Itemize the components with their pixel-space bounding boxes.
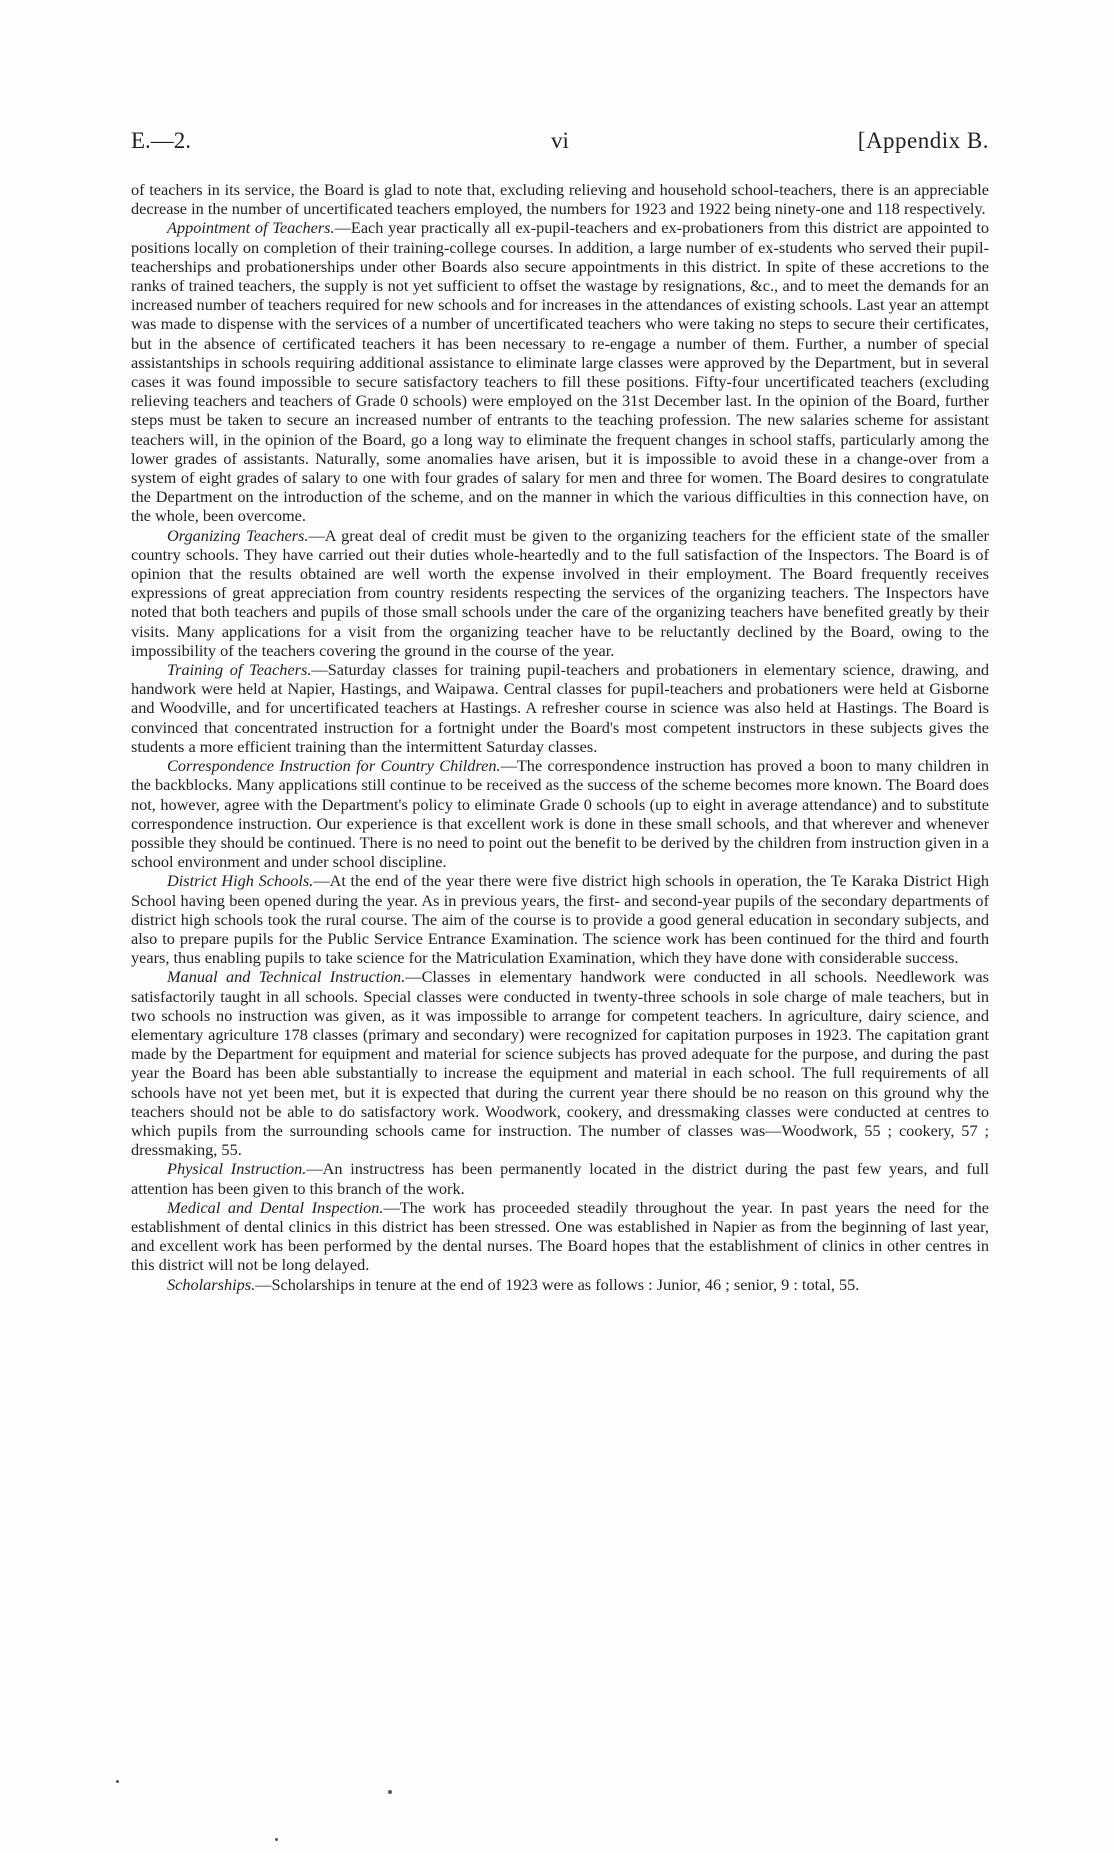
paragraph-heading: Training of Teachers. (167, 660, 312, 680)
paragraph-heading: Organizing Teachers. (167, 525, 309, 545)
scan-speck (275, 1838, 278, 1841)
paragraph-heading: District High Schools. (167, 871, 314, 891)
paragraph-text: —The correspondence instruction has proved a boon to many children in the backblocks. Many applications still continue to be received as the success of the scheme becomes more known. The Board does not, however, agree with the Department's policy to eliminate Grade 0 schools (up to eight in average attendance) and to substitute correspondence instruction. Our experience is that excellent work is done in these small schools, and that wherever and whenever possible they should be continued. There is no need to point out the benefit to be derived by the children from instruction given in a school environment and under school discipline. (131, 756, 989, 872)
paragraph-manual-technical-instruction (131, 967, 989, 1159)
paragraph-text: —A great deal of credit must be given to the organizing teachers for the efficient state of the smaller country schools. They have carried out their duties whole-heartedly and to the full satisfaction of the Inspectors. The Board is of opinion that the results obtained are well worth the expense involved in their employment. The Board frequently receives expressions of great appreciation from country residents respecting the services of the organizing teachers. The Inspectors have noted that both teachers and pupils of those small schools under the care of the organizing teachers have benefited greatly by their visits. Many applications for a visit from the organizing teacher have to be reluctantly declined by the Board, owing to the impossibility of the teachers covering the ground in the course of the year. (131, 525, 989, 660)
paragraph-text: —The work has proceeded steadily throughout the year. In past years the need for the establishment of dental clinics in this district has been stressed. One was established in Napier as from the beginning of last year, and excellent work has been performed by the dental nurses. The Board hopes that the establishment of clinics in other centres in this district will not be long delayed. (131, 1197, 989, 1275)
paragraph-correspondence-instruction (131, 756, 989, 871)
paragraph-text: —At the end of the year there were five district high schools in operation, the Te Karaka District High School having been opened during the year. As in previous years, the first- and second-year pupils of the secondary departments of district high schools took the rural course. The aim of the course is to provide a good general education in secondary subjects, and also to prepare pupils for the Public Service Entrance Examination. The science work has been continued for the third and fourth years, thus enabling pupils to take science for the Matriculation Examination, which they have done with considerable success. (131, 871, 989, 968)
scan-speck (116, 1780, 119, 1783)
paragraph-district-high-schools (131, 871, 989, 967)
body-text (131, 180, 989, 1294)
paragraph-text: —Saturday classes for training pupil-teachers and probationers in elementary science, drawing, and handwork were held at Napier, Hastings, and Waipawa. Central classes for pupil-teachers and probationers were held at Gisborne and Woodville, and for uncertificated teachers at Hastings. A refresher course in science was also held at Hastings. The Board is convinced that concentrated instruction for a fortnight under the Board's most competent instructors in these subjects gives the students a more efficient training than the intermittent Saturday classes. (131, 660, 990, 756)
page-number: vi (551, 128, 569, 153)
paragraph-text: of teachers in its service, the Board is glad to note that, excluding relieving and household school-teachers, there is an appreciable decrease in the number of uncertificated teachers employed, the numbers for 1923 and 1922 being ninety-one and 118 respectively. (131, 180, 989, 219)
paragraph-heading: Correspondence Instruction for Country Children. (167, 756, 501, 776)
paragraph-training-of-teachers (131, 660, 989, 756)
paragraph-scholarships (131, 1275, 989, 1294)
paragraph-heading: Medical and Dental Inspection. (167, 1197, 384, 1217)
paragraph-heading: Scholarships. (167, 1274, 256, 1294)
paragraph-continuation (131, 180, 989, 218)
paragraph-text: —An instructress has been permanently located in the district during the past few years, and full attention has been given to this branch of the work. (131, 1159, 990, 1198)
paragraph-heading: Appointment of Teachers. (167, 218, 335, 238)
paragraph-text: —Each year practically all ex-pupil-teachers and ex-probationers from this district are appointed to positions locally on completion of their training-college courses. In addition, a large number of ex-students who served their pupil-teacherships and probationerships under other Boards also secure appointments in this district. In spite of these accretions to the ranks of trained teachers, the supply is not yet sufficient to offset the wastage by resignations, &c., and to meet the demands for an increased number of teachers required for new schools and for increases in the attendances of existing schools. Last year an attempt was made to dispense with the services of a number of uncertificated teachers who were taking no steps to secure their certificates, but in the absence of certificated teachers it has been necessary to re-engage a number of them. Further, a number of special assistantships in schools requiring additional assistance to eliminate large classes were approved by the Department, but in several cases it was found impossible to secure satisfactory teachers to fill these positions. Fifty-four uncertificated teachers (excluding relieving teachers and teachers of Grade 0 schools) were employed on the 31st December last. In the opinion of the Board, further steps must be taken to secure an increased number of entrants to the teaching profession. The new salaries scheme for assistant teachers will, in the opinion of the Board, go a long way to eliminate the frequent changes in school staffs, particularly among the lower grades of assistants. Naturally, some anomalies have arisen, but it is impossible to avoid these in a change-over from a system of eight grades of salary to one with four grades of salary for men and three for women. The Board desires to congratulate the Department on the introduction of the scheme, and on the manner in which the various difficulties in this connection have, on the whole, been overcome. (131, 218, 989, 526)
paragraph-organizing-teachers (131, 526, 989, 660)
paragraph-text: —Scholarships in tenure at the end of 1923 were as follows : Junior, 46 ; senior, 9 : total, 55. (255, 1274, 860, 1294)
paragraph-physical-instruction (131, 1159, 989, 1197)
page-header (131, 122, 989, 162)
paragraph-medical-dental-inspection (131, 1198, 989, 1275)
paragraph-heading: Physical Instruction. (167, 1159, 307, 1179)
paragraph-appointment-of-teachers (131, 218, 989, 525)
scan-speck (388, 1790, 392, 1794)
header-appendix: [Appendix B. (857, 128, 989, 153)
paragraph-text: —Classes in elementary handwork were conducted in all schools. Needlework was satisfactorily taught in all schools. Special classes were conducted in twenty-three schools in sole charge of male teachers, but in two schools no instruction was given, as it was impossible to arrange for competent teachers. In agriculture, dairy science, and elementary agriculture 178 classes (primary and secondary) were recognized for capitation purposes in 1923. The capitation grant made by the Department for equipment and material for science subjects has proved adequate for the purpose, and during the past year the Board has been able substantially to increase the equipment and material in each school. The full requirements of all schools have not yet been met, but it is expected that during the current year there should be no reason on this ground why the teachers should not be able to do satisfactory work. Woodwork, cookery, and dressmaking classes were conducted at centres to which pupils from the surrounding schools came for instruction. The number of classes was—Woodwork, 55 ; cookery, 57 ; dressmaking, 55. (131, 967, 989, 1160)
header-reference: E.—2. (131, 128, 192, 153)
paragraph-heading: Manual and Technical Instruction. (167, 967, 406, 987)
